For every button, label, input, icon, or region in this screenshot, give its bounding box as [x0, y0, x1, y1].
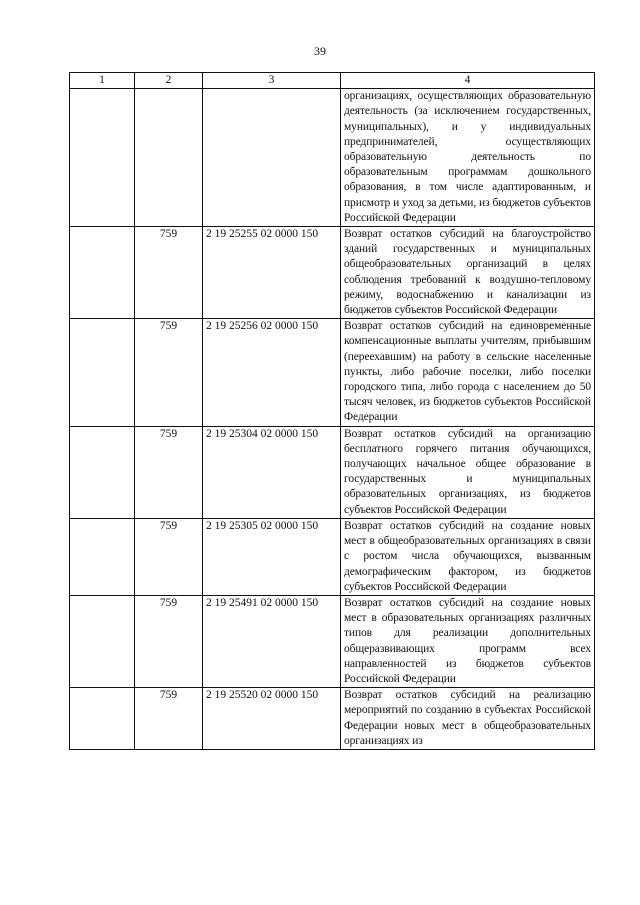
cell-budget-code — [203, 89, 341, 227]
table-row — [70, 518, 595, 595]
table-header-row — [70, 73, 595, 89]
cell-budget-code: 2 19 25305 02 0000 150 — [203, 518, 341, 595]
cell-description: Возврат остатков субсидий на реализацию мероприятий по созданию в субъектах Российской Федерации новых мест в общеобразовательных организациях из — [341, 688, 595, 750]
table-row — [70, 227, 595, 319]
cell-description: Возврат остатков субсидий на единовременные компенсационные выплаты учителям, прибывшим (переехавшим) на работу в сельские населенные пункты, либо рабочие поселки, либо поселки городского типа, либо города с населением до 50 тысяч человек, из бюджетов субъектов Российской Федерации — [341, 319, 595, 426]
cell-col1 — [70, 688, 135, 750]
table-row — [70, 89, 595, 227]
cell-col1 — [70, 89, 135, 227]
cell-budget-code: 2 19 25520 02 0000 150 — [203, 688, 341, 750]
cell-admin-code: 759 — [135, 595, 203, 687]
table-row — [70, 426, 595, 518]
cell-col1 — [70, 518, 135, 595]
cell-budget-code: 2 19 25256 02 0000 150 — [203, 319, 341, 426]
cell-description: Возврат остатков субсидий на организацию бесплатного горячего питания обучающихся, получающих начальное общее образование в государственных и муниципальных образовательных организациях, из бюджетов субъектов Российской Федерации — [341, 426, 595, 518]
column-header: 1 — [70, 73, 135, 89]
table-row — [70, 319, 595, 426]
cell-description: Возврат остатков субсидий на благоустройство зданий государственных и муниципальных общеобразовательных организаций в целях соблюдения требований к воздушно-тепловому режиму, водоснабжению и канализации из бюджетов субъектов Российской Федерации — [341, 227, 595, 319]
cell-col1 — [70, 319, 135, 426]
cell-col1 — [70, 227, 135, 319]
cell-budget-code: 2 19 25304 02 0000 150 — [203, 426, 341, 518]
cell-admin-code: 759 — [135, 227, 203, 319]
column-header: 3 — [203, 73, 341, 89]
cell-admin-code: 759 — [135, 319, 203, 426]
cell-description: организациях, осуществляющих образовательную деятельность (за исключением государственных, муниципальных), и у индивидуальных предпринимателей, осуществляющих образовательную деятельность по образовательным программам дошкольного образования, в том числе адаптированным, и присмотр и уход за детьми, из бюджетов субъектов Российской Федерации — [341, 89, 595, 227]
cell-admin-code: 759 — [135, 518, 203, 595]
column-header: 4 — [341, 73, 595, 89]
cell-description: Возврат остатков субсидий на создание новых мест в общеобразовательных организациях в связи с ростом числа обучающихся, вызванным демографическим фактором, из бюджетов субъектов Российской Федерации — [341, 518, 595, 595]
cell-admin-code — [135, 89, 203, 227]
cell-budget-code: 2 19 25491 02 0000 150 — [203, 595, 341, 687]
cell-col1 — [70, 595, 135, 687]
table-row — [70, 688, 595, 750]
column-header: 2 — [135, 73, 203, 89]
cell-budget-code: 2 19 25255 02 0000 150 — [203, 227, 341, 319]
cell-description: Возврат остатков субсидий на создание новых мест в образовательных организациях различных типов для реализации дополнительных общеразвивающих программ всех направленностей из бюджетов субъектов Российской Федерации — [341, 595, 595, 687]
cell-admin-code: 759 — [135, 426, 203, 518]
page-number: 39 — [314, 44, 326, 58]
table-row — [70, 595, 595, 687]
cell-col1 — [70, 426, 135, 518]
cell-admin-code: 759 — [135, 688, 203, 750]
budget-codes-table — [69, 72, 595, 750]
